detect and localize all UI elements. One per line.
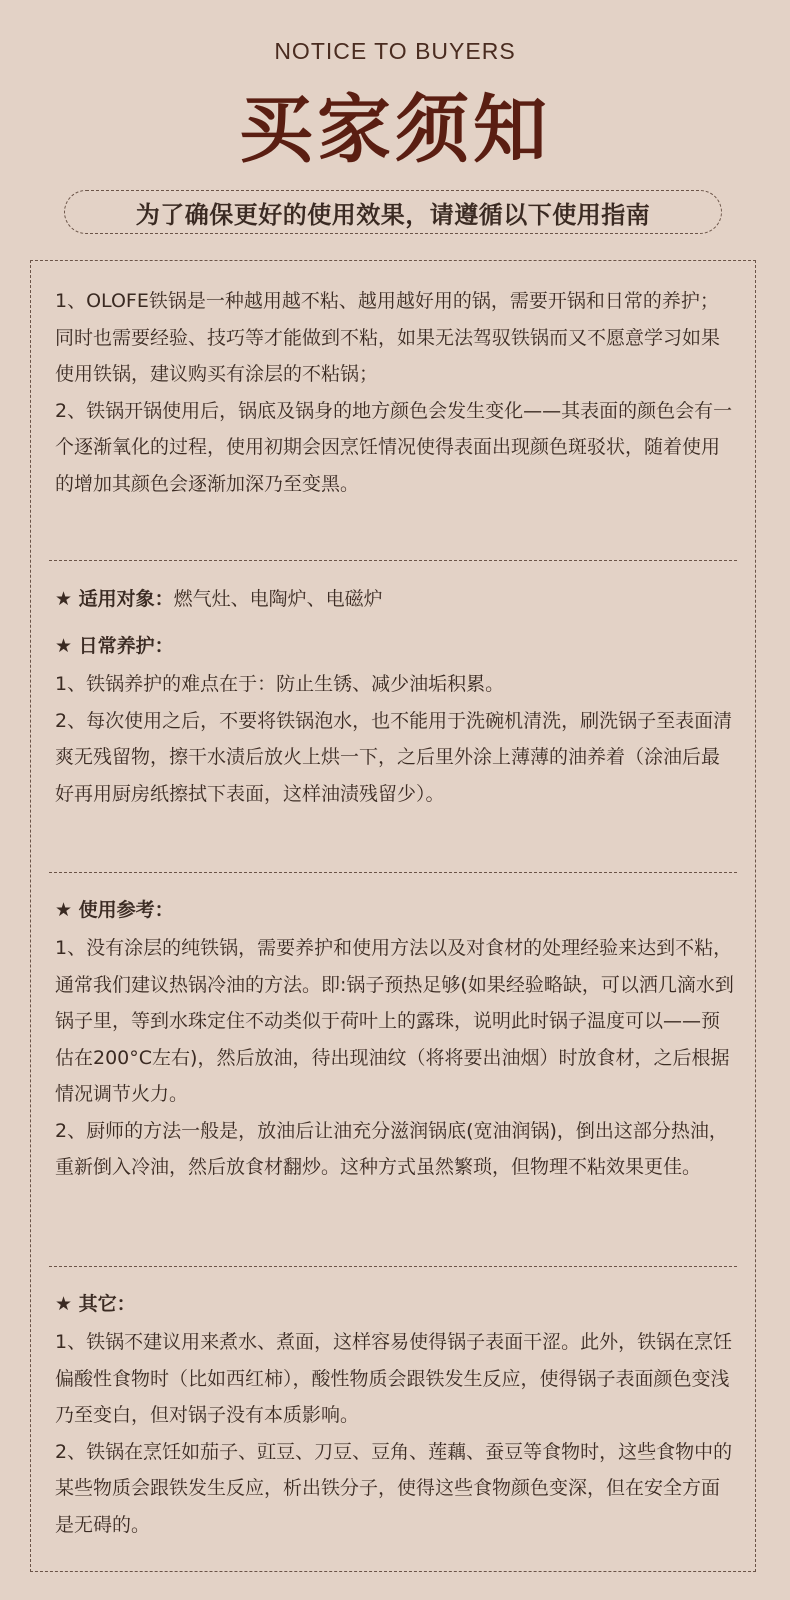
other-heading: ★ 其它： — [55, 1293, 136, 1315]
reference-heading: ★ 使用参考： — [55, 899, 174, 921]
other-paragraph-1: 1、铁锅不建议用来煮水、煮面，这样容易使得锅子表面干涩。此外，铁锅在烹饪偏酸性食物时（比如西红柿），酸性物质会跟铁发生反应，使得锅子表面颜色变浅乃至变白，但对锅子没有本质影响。 — [55, 1331, 733, 1426]
care-paragraph-2: 2、每次使用之后，不要将铁锅泡水，也不能用于洗碗机清洗，刷洗锅子至表面清爽无残留物，擦干水渍后放火上烘一下，之后里外涂上薄薄的油养着（涂油后最好再用厨房纸擦拭下表面，这样油渍残留少）。 — [55, 709, 733, 805]
other-section — [55, 1286, 735, 1543]
section-divider — [49, 560, 737, 561]
reference-section — [55, 892, 735, 1186]
usage-value: 燃气灶、电陶炉、电磁炉 — [173, 588, 383, 610]
notice-content-box — [30, 260, 756, 1572]
intro-paragraph-1: 1、OLOFE铁锅是一种越用越不粘、越用越好用的锅，需要开锅和日常的养护；同时也需要经验、技巧等才能做到不粘，如果无法驾驭铁锅而又不愿意学习如果使用铁锅，建议购买有涂层的不粘锅； — [55, 290, 721, 385]
section-divider — [49, 1266, 737, 1267]
reference-paragraph-2: 2、厨师的方法一般是，放油后让油充分滋润锅底(宽油润锅)，倒出这部分热油，重新倒入冷油，然后放食材翻炒。这种方式虽然繁琐，但物理不粘效果更佳。 — [55, 1119, 728, 1178]
care-heading: ★ 日常养护： — [55, 635, 174, 657]
other-paragraph-2: 2、铁锅在烹饪如茄子、豇豆、刀豆、豆角、莲藕、蚕豆等食物时，这些食物中的某些物质会跟铁发生反应，析出铁分子，使得这些食物颜色变深，但在安全方面是无碍的。 — [55, 1440, 733, 1536]
subtitle-pill — [64, 190, 722, 234]
page-title: 买家须知 — [239, 87, 551, 173]
intro-section — [55, 283, 735, 502]
subtitle-text: 为了确保更好的使用效果，请遵循以下使用指南 — [135, 200, 651, 229]
reference-paragraph-1: 1、没有涂层的纯铁锅，需要养护和使用方法以及对食材的处理经验来达到不粘，通常我们建议热锅冷油的方法。即:锅子预热足够(如果经验略缺，可以洒几滴水到锅子里，等到水珠定住不动类似于荷叶上的露珠，说明此时锅子温度可以——预估在200°C左右)，然后放油，待出现油纹（将将要出油烟）时放食材，之后根据情况调节火力。 — [55, 937, 734, 1105]
usage-section — [55, 581, 735, 617]
section-divider — [49, 872, 737, 873]
intro-paragraph-2: 2、铁锅开锅使用后，锅底及锅身的地方颜色会发生变化——其表面的颜色会有一个逐渐氧化的过程，使用初期会因烹饪情况使得表面出现颜色斑驳状，随着使用的增加其颜色会逐渐加深乃至变黑。 — [55, 399, 733, 495]
notice-eyebrow: NOTICE TO BUYERS — [274, 38, 516, 64]
care-section — [55, 628, 735, 812]
care-paragraph-1: 1、铁锅养护的难点在于：防止生锈、减少油垢积累。 — [55, 673, 505, 695]
usage-heading-label: ★ 适用对象： — [55, 588, 174, 610]
usage-heading — [55, 581, 735, 617]
